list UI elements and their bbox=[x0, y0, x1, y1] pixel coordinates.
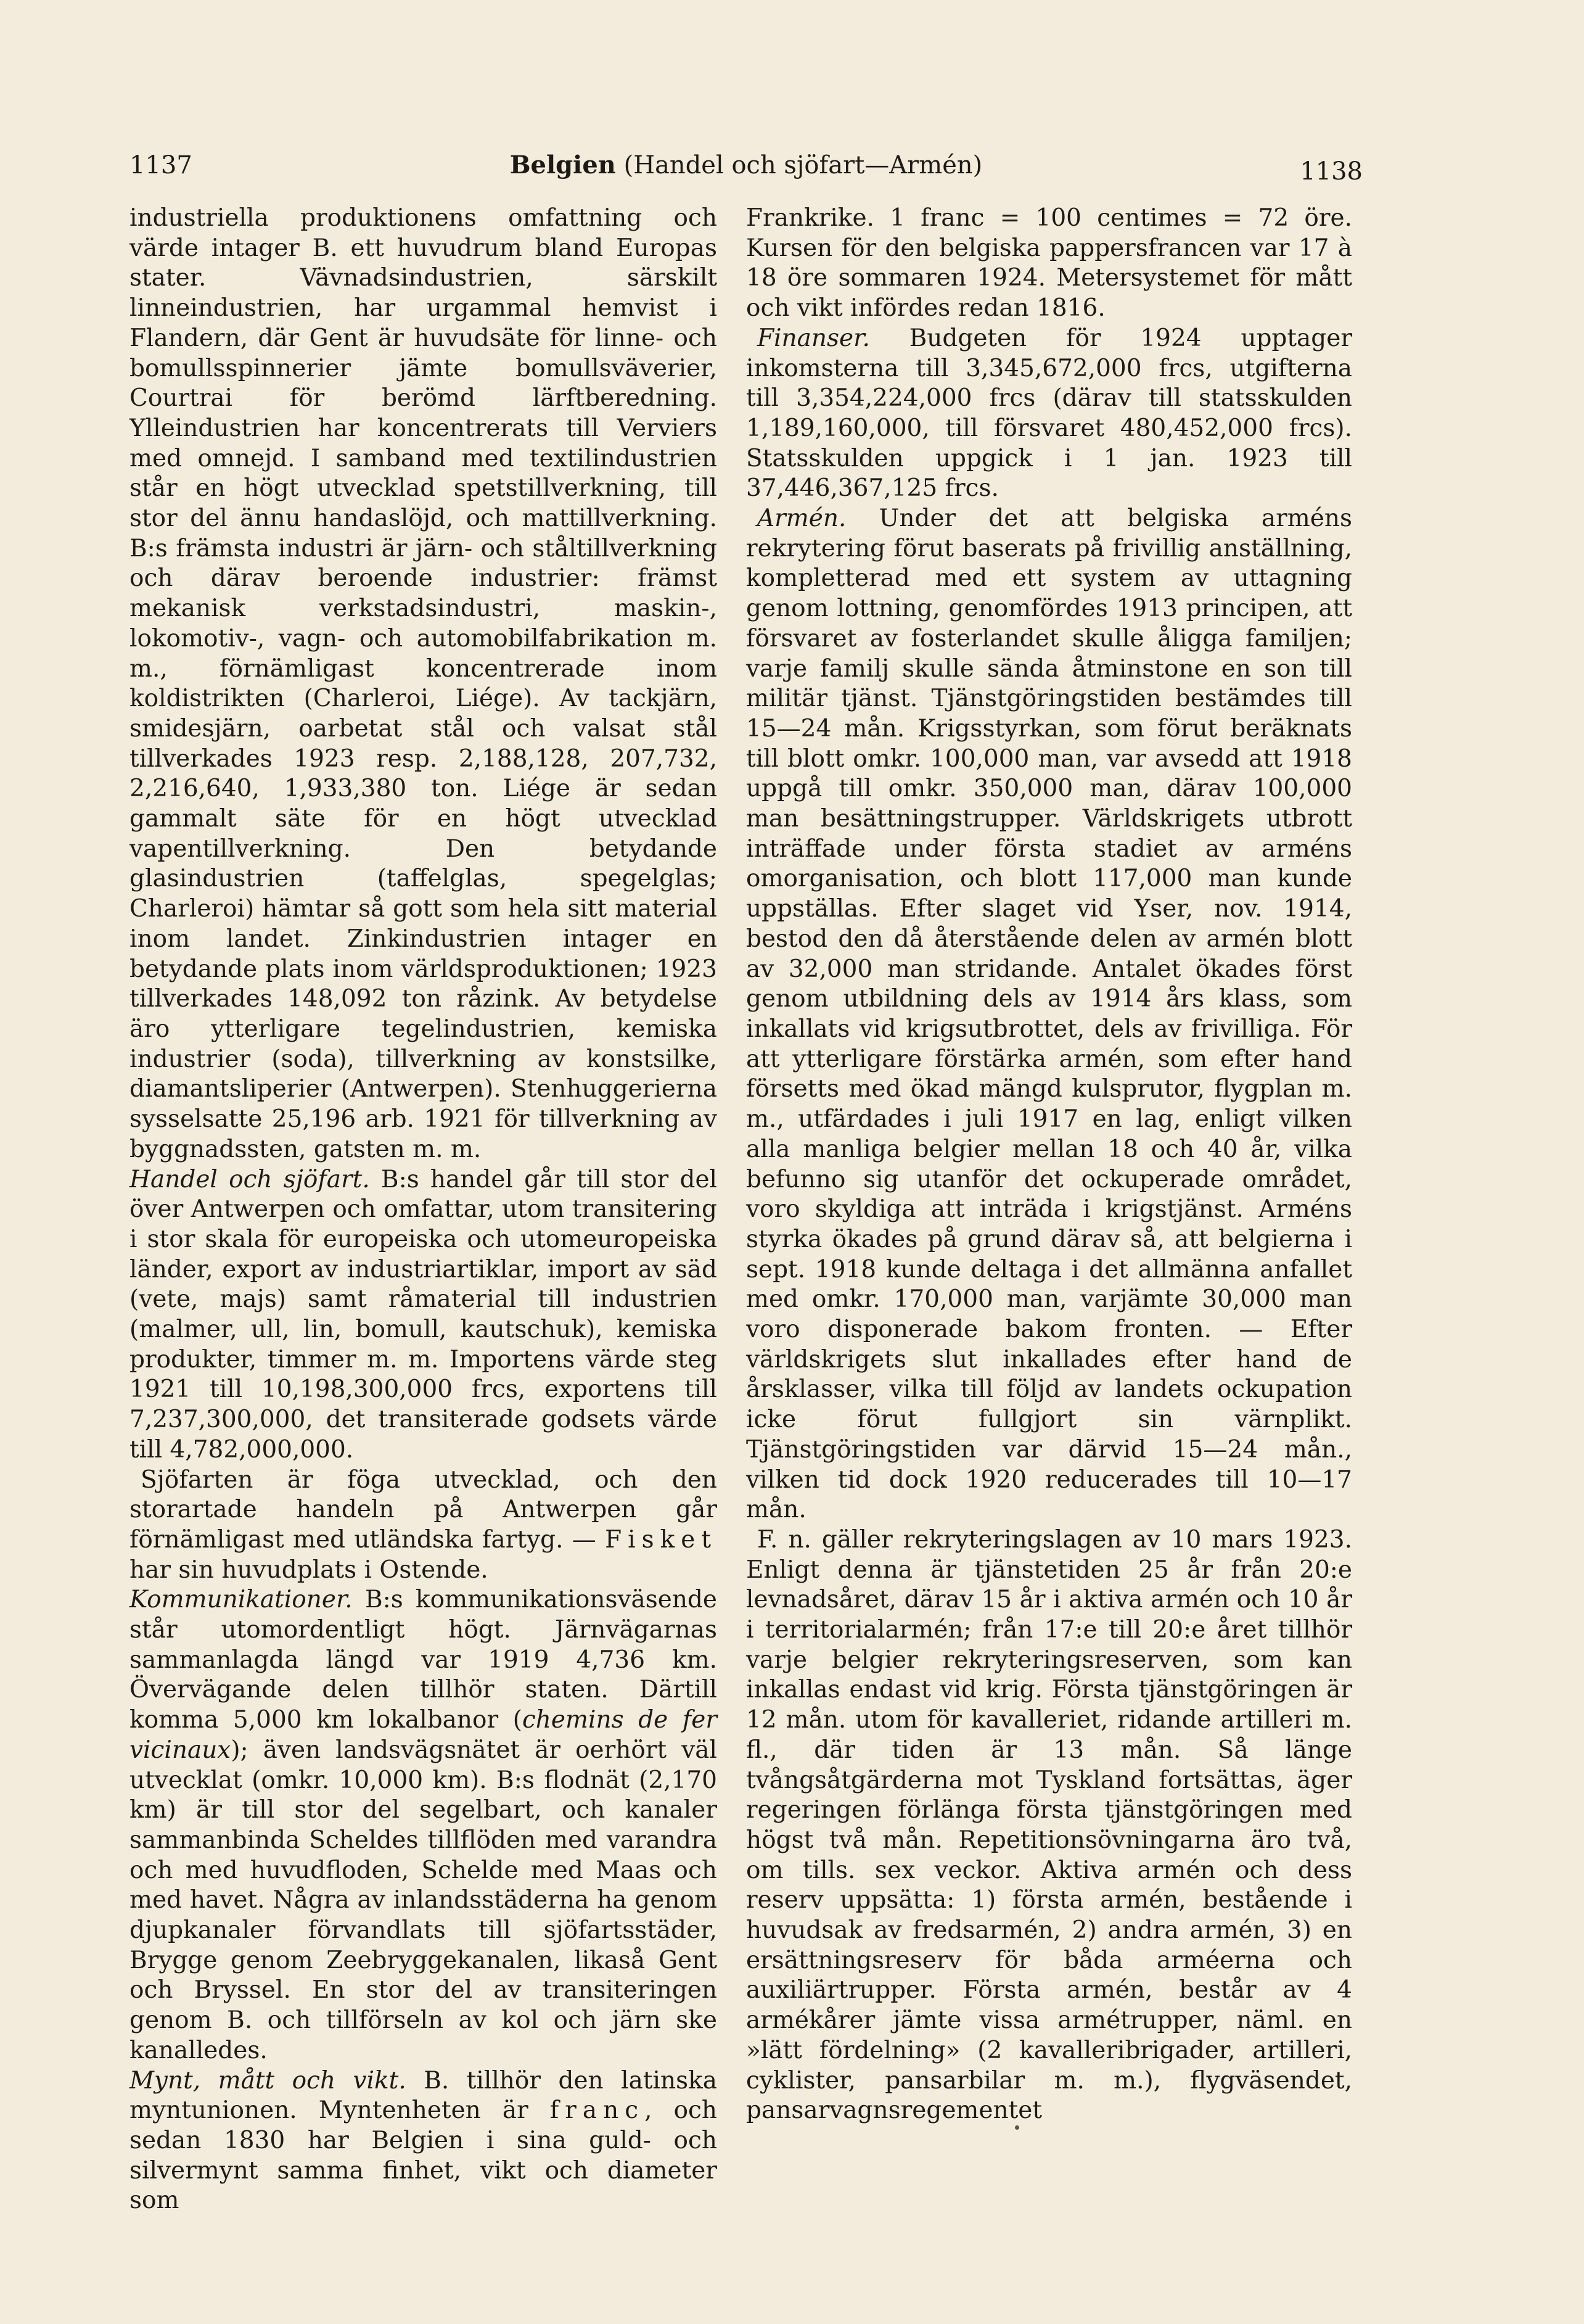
komm-text-b: ); även landsvägsnätet är oerhört väl utvecklat (omkr. 10,000 km). B:s flodnät (2,170 km) är till stor del segelbart, och kanaler sammanbinda Scheldes tillflöden med varandra och med huvudfloden, Schelde med Maas och med havet. Några av inlandsstäderna ha genom djupkanaler förvandlats till sjöfartsstäder, Brygge genom Zeebryggekanalen, likaså Gent och Bryssel. En stor del av transiteringen genom B. och tillförseln av kol och järn ske kanalledes. bbox=[129, 1736, 717, 2064]
paragraph-industry: industriella produktionens omfattning och värde intager B. ett huvudrum bland Europas stater. Vävnadsindustrien, särskilt linneindustrien, har urgammal hemvist i Flandern, där Gent är huvudsäte för linne- och bomullsspinnerier jämte bomullsväverier, Courtrai för berömd lärftberedning. Ylleindustrien har koncentrerats till Verviers med omnejd. I samband med textilindustrien står en högt utvecklad spetstillverkning, till stor del ännu handaslöjd, och mattillverkning. B:s främsta industri är järn- och ståltillverkning och därav beroende industrier: främst mekanisk verkstadsindustri, maskin-, lokomotiv-, vagn- och automobilfabrikation m. m., förnämligast koncentrerade inom koldistrikten (Charleroi, Liége). Av tackjärn, smidesjärn, oarbetat stål och valsat stål tillverkades 1923 resp. 2,188,128, 207,732, 2,216,640, 1,933,380 ton. Liége är sedan gammalt säte för en högt utvecklad vapentillverkning. Den betydande glasindustrien (taffelglas, spegelglas; Charleroi) hämtar så gott som hela sitt material inom landet. Zinkindustrien intager en betydande plats inom världsproduktionen; 1923 tillverkades 148,092 ton råzink. Av betydelse äro ytterligare tegelindustrien, kemiska industrier (soda), tillverkning av konstsilke, diamantsliperier (Antwerpen). Stenhuggerierna sysselsatte 25,196 arb. 1921 för tillverkning av byggnadssten, gatsten m. m. bbox=[129, 204, 717, 1163]
paragraph-armen bbox=[746, 504, 1352, 1525]
paragraph-frankrike: Frankrike. 1 franc = 100 centimes = 72 öre. Kursen för den belgiska pappersfrancen var 17 à 18 öre sommaren 1924. Metersystemet för mått och vikt infördes redan 1816. bbox=[746, 204, 1352, 323]
mynt-text-b: , och sedan 1830 har Belgien i sina guld- och silvermynt samma finhet, vikt och diameter som bbox=[129, 2096, 718, 2215]
running-title-bold: Belgien bbox=[509, 150, 616, 179]
page-number-left: 1137 bbox=[129, 151, 192, 179]
print-speck bbox=[1015, 2125, 1019, 2130]
paragraph-rekrytering: F. n. gäller rekryteringslagen av 10 mars 1923. Enligt denna är tjänstetiden 25 år från 20:e levnadsåret, därav 15 år i aktiva armén och 10 år i territorialarmén; från 17:e till 20:e året tillhör varje belgier rekryteringsreserven, som kan inkallas endast vid krig. Första tjänstgöringen är 12 mån. utom för kavalleriet, ridande artilleri m. fl., där tiden är 13 mån. Så länge tvångsåtgärderna mot Tyskland fortsättas, äger regeringen förlänga första tjänstgöringen med högst två mån. Repetitionsövningarna äro två, om tills. sex veckor. Aktiva armén och dess reserv uppsätta: 1) första armén, bestående i huvudsak av fredsarmén, 2) andra armén, 3) en ersättningsreserv för båda arméerna och auxiliärtrupper. Första armén, består av 4 armékårer jämte vissa armétrupper, näml. en »lätt fördelning» (2 kavalleribrigader, artilleri, cyklister, pansarbilar m. m.), flygväsendet, pansarvagnsregementet bbox=[746, 1525, 1352, 2125]
section-heading-finanser: Finanser. bbox=[757, 324, 870, 352]
section-heading-mynt: Mynt, mått och vikt. bbox=[129, 2066, 406, 2095]
handel-text: B:s handel går till stor del över Antwerpen och omfattar, utom transitering i stor skala för europeiska och utomeuropeiska länder, export av industriartiklar, import av säd (vete, majs) samt råmaterial till industrien (malmer, ull, lin, bomull, kautschuk), kemiska produkter, timmer m. m. Importens värde steg 1921 till 10,198,300,000 frcs, exportens till 7,237,300,000, det transiterade godsets värde till 4,782,000,000. bbox=[129, 1165, 717, 1464]
page-number-right: 1138 bbox=[1300, 157, 1363, 186]
left-column bbox=[129, 204, 717, 2216]
running-title bbox=[129, 147, 1363, 184]
running-title-rest: (Handel och sjöfart—Armén) bbox=[615, 151, 983, 179]
paragraph-finanser bbox=[746, 324, 1352, 504]
section-heading-handel: Handel och sjöfart. bbox=[129, 1165, 370, 1193]
page-header bbox=[129, 147, 1363, 184]
sjofart-text: Sjöfarten är föga utvecklad, och den storartade handeln på Antwerpen går förnämligast med utländska fartyg. — bbox=[129, 1465, 717, 1554]
fisket-text: har sin huvudplats i Ostende. bbox=[129, 1556, 488, 1584]
franc-word: franc bbox=[549, 2096, 645, 2125]
section-heading-armen: Armén. bbox=[757, 505, 847, 533]
right-column bbox=[746, 204, 1352, 2126]
mynt-text-a: B. tillhör den latinska myntunionen. Myntenheten är bbox=[129, 2066, 717, 2125]
finanser-text: Budgeten för 1924 upptager inkomsterna till 3,345,672,000 frcs, utgifterna till 3,354,224,000 frcs (därav till statsskulden 1,189,160,000, till försvaret 480,452,000 frcs). Statsskulden uppgick i 1 jan. 1923 till 37,446,367,125 frcs. bbox=[746, 324, 1352, 503]
paragraph-mynt bbox=[129, 2066, 717, 2217]
paragraph-sjofart bbox=[129, 1465, 717, 1586]
fisket-word: Fisket bbox=[605, 1525, 717, 1554]
paragraph-handel bbox=[129, 1165, 717, 1465]
komm-italic: chemins de fer vicinaux bbox=[129, 1706, 717, 1764]
komm-text-a: B:s kommunikationsväsende står utomordentligt högt. Järnvägarnas sammanlagda längd var 1919 4,736 km. Övervägande delen tillhör staten. Därtill komma 5,000 km lokalbanor ( bbox=[129, 1586, 717, 1734]
section-heading-kommunikationer: Kommunikationer. bbox=[129, 1586, 353, 1614]
paragraph-kommunikationer bbox=[129, 1585, 717, 2066]
armen-text: Under det att belgiska arméns rekrytering förut baserats på frivillig anställning, kompletterad med ett system av uttagning genom lottning, genomfördes 1913 principen, att försvaret av fosterlandet skulle åligga familjen; varje familj skulle sända åtminstone en son till militär tjänst. Tjänstgöringstiden bestämdes till 15—24 mån. Krigsstyrkan, som förut beräknats till blott omkr. 100,000 man, var avsedd att 1918 uppgå till omkr. 350,000 man, därav 100,000 man besättningstrupper. Världskrigets utbrott inträffade under första stadiet av arméns omorganisation, och blott 117,000 man kunde uppställas. Efter slaget vid Yser, nov. 1914, bestod den då återstående delen av armén blott av 32,000 man stridande. Antalet ökades först genom utbildning dels av 1914 års klass, som inkallats vid krigsutbrottet, dels av frivilliga. För att ytterligare förstärka armén, som efter hand försetts med ökad mängd kulsprutor, flygplan m. m., utfärdades i juli 1917 en lag, enligt vilken alla manliga belgier mellan 18 och 40 år, vilka befunno sig utanför det ockuperade området, voro skyldiga att inträda i krigstjänst. Arméns styrka ökades på grund därav så, att belgierna i sept. 1918 kunde deltaga i det allmänna anfallet med omkr. 170,000 man, varjämte 30,000 man voro disponerade bakom fronten. — Efter världskrigets slut inkallades efter hand de årsklasser, vilka till följd av landets ockupation icke förut fullgjort sin värnplikt. Tjänstgöringstiden var därvid 15—24 mån., vilken tid dock 1920 reducerades till 10—17 mån. bbox=[746, 505, 1352, 1524]
